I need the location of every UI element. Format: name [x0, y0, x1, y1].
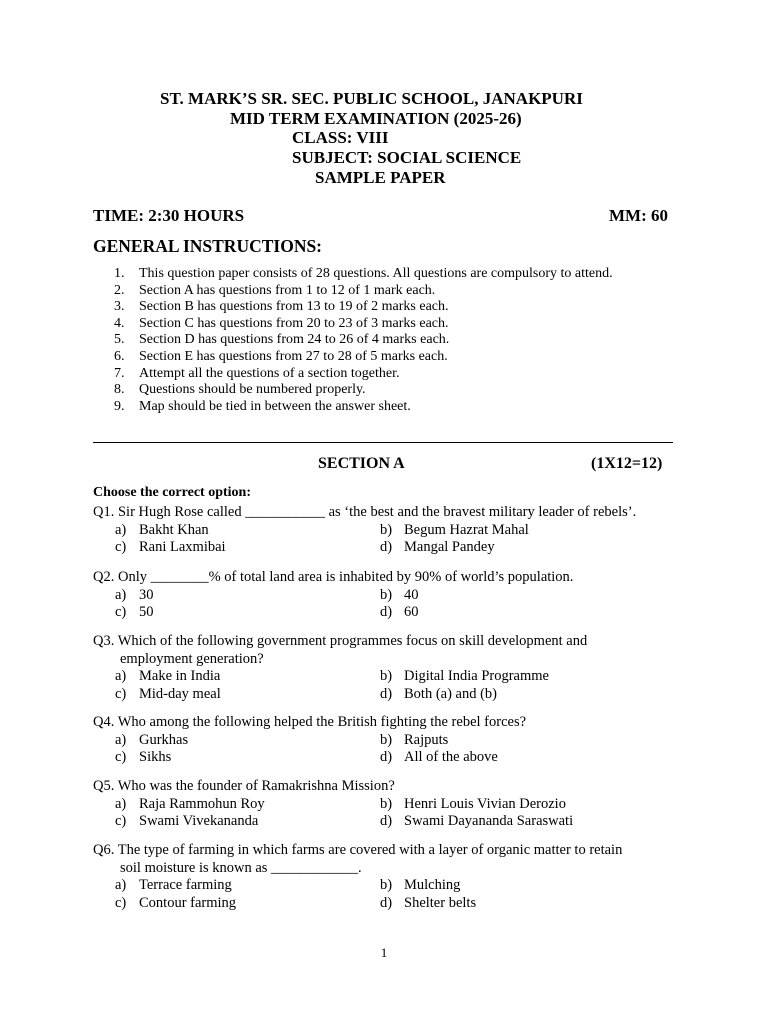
instruction-number: 2.	[114, 282, 125, 298]
option	[380, 522, 680, 540]
question	[93, 842, 683, 912]
option-letter: a)	[115, 521, 127, 538]
instruction-item	[114, 266, 613, 283]
section-prompt: Choose the correct option:	[93, 485, 251, 500]
question-stem-continued: employment generation?	[120, 650, 264, 667]
question-stem: Q5. Who was the founder of Ramakrishna Mission?	[93, 778, 395, 794]
option-text: Sikhs	[139, 749, 172, 765]
option-text: Contour farming	[139, 894, 237, 911]
option-letter: d)	[380, 813, 393, 829]
option	[380, 604, 680, 622]
option-text: Mulching	[404, 877, 461, 893]
instruction-item	[114, 399, 613, 416]
option	[115, 813, 380, 831]
option-text: Make in India	[139, 668, 221, 684]
instruction-number: 5.	[114, 332, 125, 348]
option	[380, 668, 680, 686]
option-letter: d)	[380, 539, 393, 555]
option-letter: a)	[115, 668, 127, 684]
instruction-text: Map should be tied in between the answer sheet.	[139, 398, 411, 414]
option-letter: b)	[380, 877, 393, 893]
option	[115, 668, 380, 686]
option	[115, 604, 380, 622]
section-divider	[93, 442, 673, 443]
instruction-number: 1.	[114, 266, 125, 281]
option-letter: d)	[380, 749, 393, 765]
instructions-title: GENERAL INSTRUCTIONS:	[93, 236, 323, 256]
question	[93, 504, 683, 557]
option-letter: b)	[380, 731, 393, 748]
option-text: Both (a) and (b)	[404, 685, 498, 702]
question-stem: Q6. The type of farming in which farms are covered with a layer of organic matter to retain	[93, 842, 623, 858]
section-marks: (1X12=12)	[591, 455, 663, 472]
option	[380, 796, 680, 814]
option	[115, 522, 380, 540]
instruction-item	[114, 382, 613, 399]
options-grid	[93, 796, 683, 831]
option	[380, 686, 680, 704]
paper-type: SAMPLE PAPER	[315, 168, 446, 187]
option-letter: b)	[380, 521, 393, 538]
instruction-text: Section E has questions from 27 to 28 of 5 marks each.	[139, 348, 448, 364]
option-text: 30	[139, 586, 154, 603]
option-letter: b)	[380, 795, 393, 812]
option-text: 40	[404, 586, 419, 603]
option-letter: b)	[380, 586, 393, 603]
instruction-text: Questions should be numbered properly.	[139, 382, 366, 398]
question	[93, 633, 683, 703]
option	[115, 539, 380, 557]
exam-title: MID TERM EXAMINATION (2025-26)	[230, 109, 522, 128]
option-text: Mid-day meal	[139, 685, 221, 702]
option-text: Mangal Pandey	[404, 539, 495, 555]
question	[93, 569, 683, 622]
instruction-number: 9.	[114, 398, 125, 414]
option-text: Digital India Programme	[404, 668, 549, 684]
option	[380, 732, 680, 750]
option-letter: a)	[115, 877, 127, 893]
option-text: Rajputs	[404, 731, 449, 748]
instruction-number: 3.	[114, 299, 125, 315]
option	[380, 749, 680, 767]
option-letter: a)	[115, 795, 127, 812]
option-text: Henri Louis Vivian Derozio	[404, 795, 566, 812]
subject-label: SUBJECT: SOCIAL SCIENCE	[292, 148, 522, 167]
instruction-text: Attempt all the questions of a section together.	[139, 365, 400, 381]
options-grid	[93, 522, 683, 557]
option	[115, 796, 380, 814]
options-grid	[93, 587, 683, 622]
option-letter: a)	[115, 586, 127, 603]
option-letter: b)	[380, 668, 393, 684]
question	[93, 714, 683, 767]
option-text: All of the above	[404, 749, 498, 765]
instruction-item	[114, 299, 613, 316]
option	[115, 732, 380, 750]
option-text: Rani Laxmibai	[139, 539, 226, 555]
option-text: Raja Rammohun Roy	[139, 795, 265, 812]
instruction-number: 4.	[114, 315, 125, 331]
school-name: ST. MARK’S SR. SEC. PUBLIC SCHOOL, JANAKPURI	[160, 89, 583, 108]
instruction-text: Section A has questions from 1 to 12 of 1 mark each.	[139, 282, 436, 298]
option-letter: d)	[380, 894, 393, 911]
option-letter: c)	[115, 685, 127, 702]
options-grid	[93, 877, 683, 912]
options-grid	[93, 732, 683, 767]
options-grid	[93, 668, 683, 703]
instruction-text: Section C has questions from 20 to 23 of 3 marks each.	[139, 315, 449, 331]
option-letter: d)	[380, 604, 393, 620]
option	[380, 877, 680, 895]
option	[380, 813, 680, 831]
option-text: Terrace farming	[139, 877, 232, 893]
option	[115, 895, 380, 913]
instruction-text: This question paper consists of 28 questions. All questions are compulsory to attend.	[139, 266, 613, 281]
time-label: TIME: 2:30 HOURS	[93, 206, 245, 225]
instruction-text: Section B has questions from 13 to 19 of 2 marks each.	[139, 299, 449, 315]
option-letter: d)	[380, 685, 393, 702]
instruction-number: 8.	[114, 382, 125, 398]
instruction-item	[114, 332, 613, 349]
question-stem-continued: soil moisture is known as ____________.	[120, 859, 362, 876]
option	[115, 877, 380, 895]
section-title: SECTION A	[318, 455, 405, 472]
option-text: Gurkhas	[139, 731, 189, 748]
question-stem: Q2. Only ________% of total land area is inhabited by 90% of world’s population.	[93, 569, 574, 585]
option-letter: c)	[115, 813, 127, 829]
option-letter: c)	[115, 749, 127, 765]
option	[115, 749, 380, 767]
option	[380, 895, 680, 913]
option-text: Shelter belts	[404, 894, 477, 911]
page-number: 1	[380, 945, 388, 960]
instruction-number: 6.	[114, 348, 125, 364]
instruction-item	[114, 366, 613, 383]
instruction-item	[114, 349, 613, 366]
instruction-text: Section D has questions from 24 to 26 of 4 marks each.	[139, 332, 450, 348]
option-text: Bakht Khan	[139, 521, 209, 538]
question	[93, 778, 683, 831]
option-letter: c)	[115, 604, 127, 620]
time-marks-row	[93, 206, 668, 226]
option	[115, 686, 380, 704]
max-marks-label: MM: 60	[608, 206, 668, 225]
question-stem: Q4. Who among the following helped the British fighting the rebel forces?	[93, 714, 527, 730]
option-text: 60	[404, 604, 419, 620]
option-letter: c)	[115, 894, 127, 911]
option	[380, 587, 680, 605]
option-letter: c)	[115, 539, 127, 555]
instruction-item	[114, 283, 613, 300]
instructions-list	[114, 266, 613, 415]
option-text: Swami Dayananda Saraswati	[404, 813, 574, 829]
option	[380, 539, 680, 557]
class-label: CLASS: VIII	[292, 128, 389, 147]
option-text: Begum Hazrat Mahal	[404, 521, 529, 538]
option-text: Swami Vivekananda	[139, 813, 259, 829]
instruction-item	[114, 316, 613, 333]
question-stem: Q1. Sir Hugh Rose called ___________ as ‘the best and the bravest military leader of rebels’.	[93, 504, 637, 520]
option	[115, 587, 380, 605]
option-text: 50	[139, 604, 154, 620]
option-letter: a)	[115, 731, 127, 748]
instruction-number: 7.	[114, 365, 125, 381]
question-stem: Q3. Which of the following government programmes focus on skill development and	[93, 633, 588, 649]
